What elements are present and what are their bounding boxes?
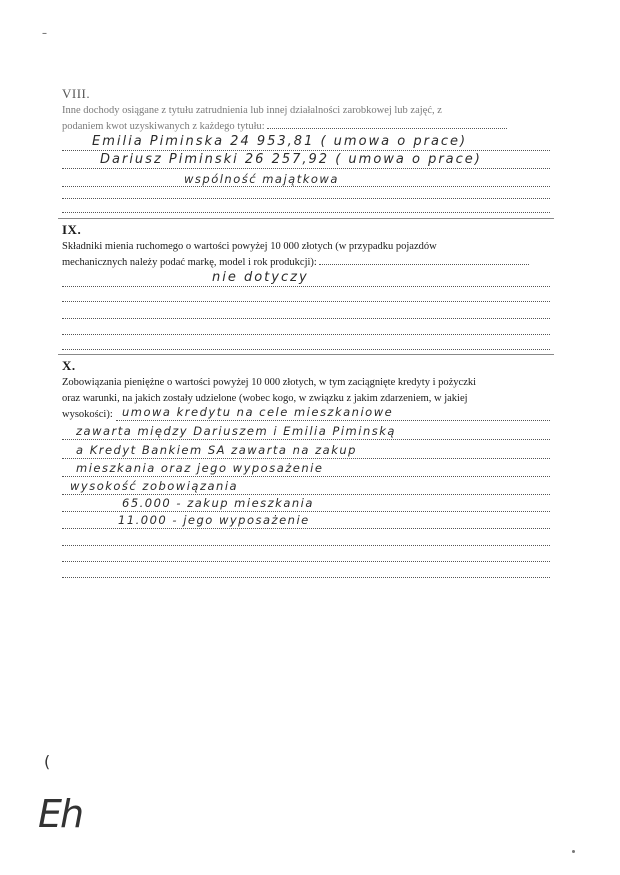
dotline [62, 528, 550, 529]
section-x-entry-5: wysokość zobowiązania [70, 479, 239, 493]
dotline [62, 577, 550, 578]
dotline [116, 420, 550, 421]
dotline [62, 168, 550, 169]
dotline [62, 494, 550, 495]
section-viii-text-line2 [62, 120, 562, 133]
dotline [62, 476, 550, 477]
dotline [62, 349, 550, 350]
section-viii-entry-1: Emilia Piminska 24 953,81 ( umowa o prace) [92, 134, 468, 149]
section-x-text-line1: Zobowiązania pieniężne o wartości powyżej 10 000 złotych, w tym zaciągnięte kredyty i pożyczki [62, 377, 477, 388]
section-viii-title: VIII. [62, 86, 91, 101]
section-ix-title: IX. [62, 222, 82, 237]
dotline [62, 286, 550, 287]
top-tick-mark: – [42, 28, 47, 39]
scan-speck [572, 850, 575, 853]
dotline [62, 439, 550, 440]
dotline [62, 318, 550, 319]
section-x-entry-2: zawarta między Dariuszem i Emilia Piminską [76, 424, 396, 438]
section-ix-text-line2-label: mechanicznych należy podać markę, model i rok produkcji): [62, 257, 317, 268]
dotline [62, 458, 550, 459]
section-ix-text-line1: Składniki mienia ruchomego o wartości powyżej 10 000 złotych (w przypadku pojazdów [62, 241, 437, 252]
section-x-entry-7: 11.000 - jego wyposażenie [118, 513, 310, 527]
dotline [62, 212, 550, 213]
section-viii-entry-2: Dariusz Piminski 26 257,92 ( umowa o prace) [100, 152, 482, 167]
fill-dots [319, 264, 529, 265]
bracket-mark: ( [44, 752, 51, 771]
dotline [62, 511, 550, 512]
initials-mark: Eh [38, 792, 83, 836]
dotline [62, 301, 550, 302]
section-x-title: X. [62, 358, 76, 373]
section-x-text-line3: wysokości): [62, 409, 113, 420]
dotline [62, 186, 550, 187]
section-x-entry-1: umowa kredytu na cele mieszkaniowe [122, 405, 394, 419]
section-viii-entry-3: wspólność majątkowa [184, 172, 339, 186]
section-x-entry-3: a Kredyt Bankiem SA zawarta na zakup [76, 443, 357, 457]
section-x-entry-6: 65.000 - zakup mieszkania [122, 496, 314, 510]
dotline [62, 561, 550, 562]
section-ix-text-line2 [62, 256, 562, 269]
section-divider [58, 218, 554, 219]
fill-dots [267, 128, 507, 129]
section-viii-text-line1: Inne dochody osiągane z tytułu zatrudnienia lub innej działalności zarobkowej lub zajęć, z [62, 105, 442, 116]
section-ix-entry-1: nie dotyczy [212, 270, 309, 285]
dotline [62, 545, 550, 546]
dotline [62, 198, 550, 199]
section-x-text-line2: oraz warunki, na jakich zostały udzielone (wobec kogo, w związku z jakim zdarzeniem, w jakiej [62, 393, 468, 404]
dotline [62, 150, 550, 151]
section-x-entry-4: mieszkania oraz jego wyposażenie [76, 461, 324, 475]
section-viii-text-line2-label: podaniem kwot uzyskiwanych z każdego tytułu: [62, 121, 265, 132]
section-divider [58, 354, 554, 355]
dotline [62, 334, 550, 335]
